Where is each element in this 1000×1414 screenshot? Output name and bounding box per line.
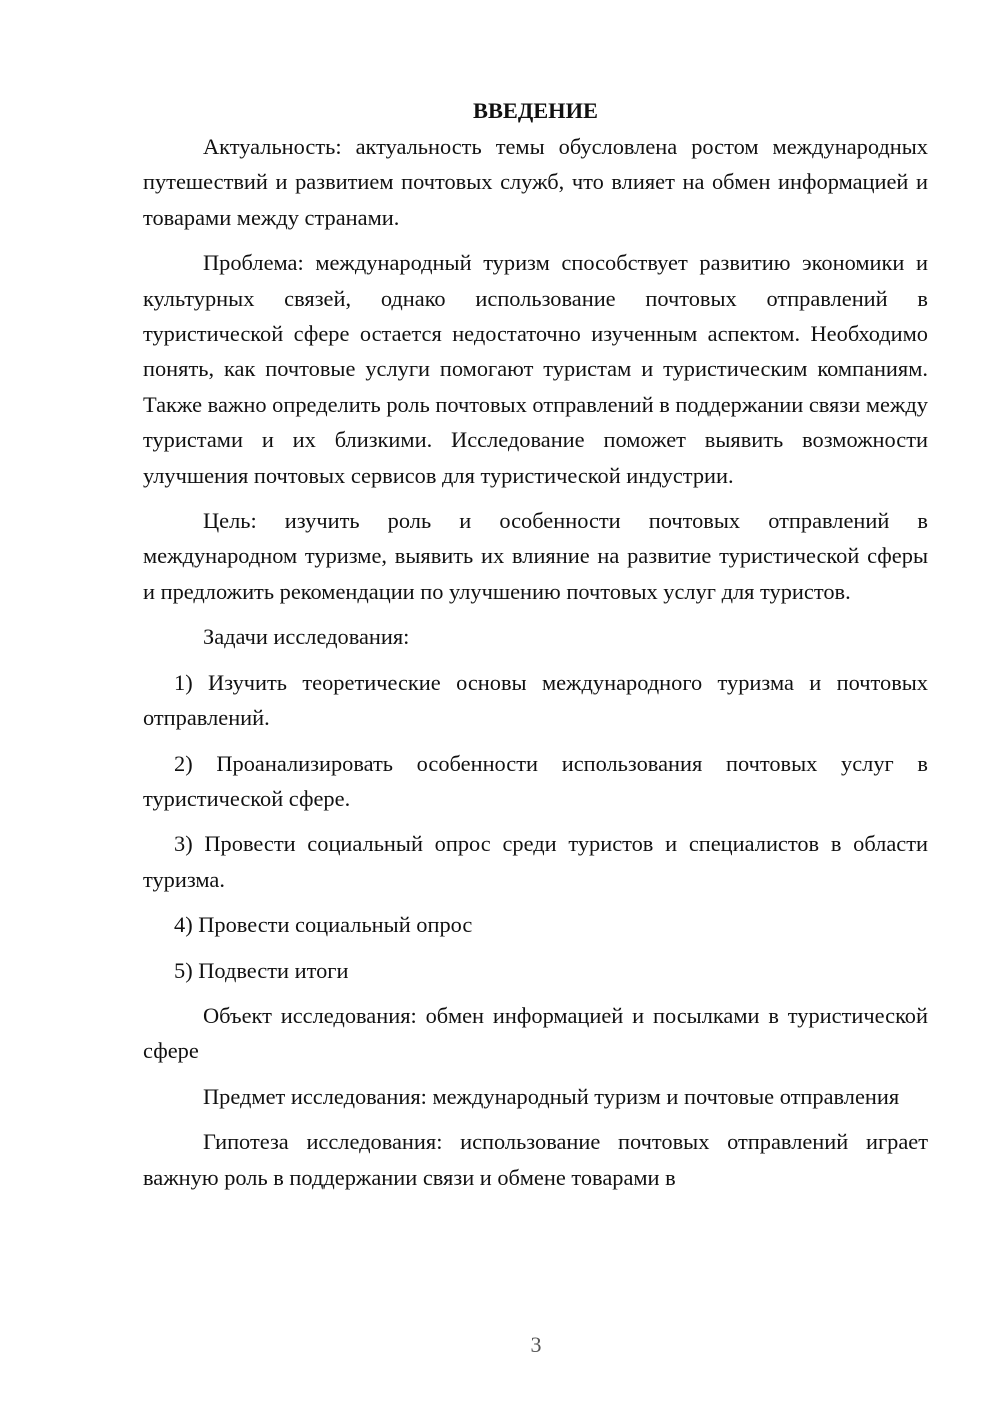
task-item-1: 1) Изучить теоретические основы международного туризма и почтовых отправлений. <box>143 669 928 731</box>
goal-paragraph: Цель: изучить роль и особенности почтовых отправлений в международном туризме, выявить их влияние на развитие туристической сферы и предложить рекомендации по улучшению почтовых услуг для туристов. <box>143 508 928 604</box>
object-paragraph: Объект исследования: обмен информацией и посылками в туристической сфере <box>143 1002 928 1064</box>
tasks-heading: Задачи исследования: <box>203 624 410 650</box>
page-content <box>143 93 928 1195</box>
task-item-5: 5) Подвести итоги <box>174 957 349 983</box>
page-number: 3 <box>530 1332 542 1357</box>
section-title: ВВЕДЕНИЕ <box>473 98 598 123</box>
task-item-3: 3) Провести социальный опрос среди туристов и специалистов в области туризма. <box>143 831 928 892</box>
hypothesis-paragraph: Гипотеза исследования: использование почтовых отправлений играет важную роль в поддержании связи и обмене товарами в <box>143 1129 928 1190</box>
relevance-paragraph: Актуальность: актуальность темы обусловлена ростом международных путешествий и развитием почтовых служб, что влияет на обмен информацией и товарами между странами. <box>143 134 928 230</box>
problem-paragraph: Проблема: международный туризм способствует развитию экономики и культурных связей, однако использование почтовых отправлений в туристической сфере остается недостаточно изученным аспектом. Необходимо понять, как почтовые услуги помогают туристам и туристическим компаниям. Также важно определить роль почтовых отправлений в поддержании связи между туристами и их близкими. Исследование поможет выявить возможности улучшения почтовых сервисов для туристической индустрии. <box>143 250 928 488</box>
task-item-2: 2) Проанализировать особенности использования почтовых услуг в туристической сфере. <box>143 750 928 811</box>
task-item-4: 4) Провести социальный опрос <box>174 912 473 938</box>
subject-paragraph: Предмет исследования: международный туризм и почтовые отправления <box>203 1083 900 1109</box>
